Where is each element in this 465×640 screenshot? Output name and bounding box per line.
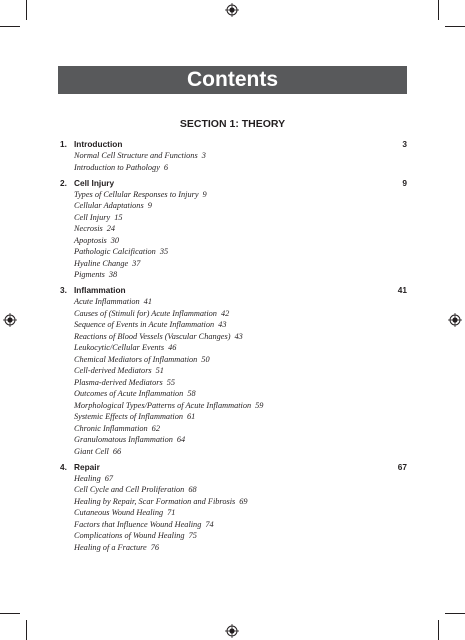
toc-entry[interactable]	[74, 542, 407, 554]
entry-title: Healing	[74, 473, 101, 483]
toc-entry[interactable]	[74, 411, 407, 423]
entry-page: 62	[151, 423, 160, 433]
entry-title: Cell-derived Mediators	[74, 366, 152, 375]
toc-entry[interactable]	[74, 484, 407, 496]
entry-page: 15	[114, 212, 123, 222]
entry-page: 66	[112, 446, 122, 456]
toc-entry[interactable]	[74, 223, 407, 235]
toc-entry[interactable]	[74, 212, 407, 224]
entry-page: 30	[110, 235, 120, 245]
entry-page: 35	[159, 247, 169, 256]
entry-page: 68	[188, 485, 197, 494]
entry-page: 69	[239, 496, 248, 506]
chapter-heading[interactable]	[60, 177, 407, 189]
toc-entry[interactable]	[74, 308, 407, 320]
entry-title: Complications of Wound Healing	[74, 531, 185, 540]
entry-title: Hyaline Change	[74, 258, 129, 268]
entry-title: Morphological Types/Patterns of Acute Inflammation	[74, 400, 252, 410]
toc-entry[interactable]	[74, 342, 407, 354]
entry-title: Sequence of Events in Acute Inflammation	[74, 320, 215, 329]
entry-page: 43	[234, 331, 243, 341]
entry-title: Cellular Adaptations	[74, 201, 144, 210]
chapter-title: Introduction	[74, 139, 123, 149]
contents-banner: Contents	[58, 66, 407, 94]
crop-mark	[26, 0, 27, 20]
entry-title: Healing by Repair, Scar Formation and Fibrosis	[74, 496, 236, 506]
toc-entry[interactable]	[74, 235, 407, 247]
entry-page: 64	[176, 435, 186, 444]
entry-title: Causes of (Stimuli for) Acute Inflammation	[74, 308, 217, 318]
entry-title: Reactions of Blood Vessels (Vascular Changes)	[74, 331, 231, 341]
toc-entry[interactable]	[74, 319, 407, 331]
entry-page: 37	[132, 258, 141, 268]
chapter-title: Inflammation	[74, 285, 126, 295]
entry-page: 74	[205, 519, 214, 529]
toc-entry[interactable]	[74, 400, 407, 412]
toc-entry[interactable]	[74, 150, 407, 162]
chapter-heading[interactable]	[60, 284, 407, 296]
entry-title: Plasma-derived Mediators	[74, 377, 163, 387]
toc-chapter	[60, 177, 407, 281]
toc-entry[interactable]	[74, 423, 407, 435]
entry-page: 61	[187, 412, 196, 421]
table-of-contents	[60, 138, 407, 557]
entry-title: Chronic Inflammation	[74, 423, 148, 433]
toc-entry[interactable]	[74, 496, 407, 508]
toc-entry[interactable]	[74, 162, 407, 174]
registration-mark-icon	[225, 624, 239, 638]
toc-entry[interactable]	[74, 365, 407, 377]
entry-page: 55	[166, 377, 176, 387]
chapter-number: 4.	[60, 461, 67, 472]
entry-title: Apoptosis	[74, 235, 107, 245]
toc-chapter	[60, 284, 407, 457]
entry-title: Leukocytic/Cellular Events	[74, 343, 165, 352]
entry-page: 9	[202, 189, 207, 199]
chapter-page: 67	[397, 461, 407, 472]
crop-mark	[0, 613, 20, 614]
chapter-title: Repair	[74, 461, 100, 472]
crop-mark	[445, 26, 465, 27]
toc-entry[interactable]	[74, 200, 407, 212]
entry-page: 38	[108, 270, 118, 279]
toc-entry[interactable]	[74, 377, 407, 389]
entry-title: Cell Injury	[74, 212, 111, 222]
crop-mark	[26, 620, 27, 640]
entry-page: 71	[167, 508, 176, 517]
chapter-page: 9	[402, 177, 407, 188]
toc-entry[interactable]	[74, 269, 407, 281]
toc-entry[interactable]	[74, 331, 407, 343]
toc-entry[interactable]	[74, 388, 407, 400]
entry-title: Outcomes of Acute Inflammation	[74, 389, 184, 398]
entry-page: 46	[168, 343, 177, 352]
entry-title: Healing of a Fracture	[74, 542, 147, 552]
entry-page: 43	[218, 320, 227, 329]
entry-page: 41	[143, 297, 152, 306]
toc-entry[interactable]	[74, 434, 407, 446]
toc-entry[interactable]	[74, 189, 407, 201]
chapter-number: 2.	[60, 177, 67, 188]
entry-title: Necrosis	[74, 224, 103, 233]
entry-page: 9	[147, 201, 152, 210]
entry-title: Factors that Influence Wound Healing	[74, 519, 202, 529]
crop-mark	[445, 613, 465, 614]
entry-title: Giant Cell	[74, 446, 109, 456]
crop-mark	[0, 26, 20, 27]
crop-mark	[438, 620, 439, 640]
entry-title: Pathologic Calcification	[74, 247, 156, 256]
chapter-number: 3.	[60, 285, 67, 295]
entry-title: Chemical Mediators of Inflammation	[74, 354, 198, 364]
entry-page: 42	[220, 308, 230, 318]
entry-title: Types of Cellular Responses to Injury	[74, 189, 199, 199]
entry-title: Granulomatous Inflammation	[74, 435, 173, 444]
entry-title: Acute Inflammation	[74, 297, 140, 306]
registration-mark-icon	[225, 3, 239, 17]
section-title: SECTION 1: THEORY	[179, 118, 286, 130]
entry-page: 24	[106, 224, 116, 233]
chapter-heading[interactable]	[60, 461, 407, 473]
toc-entry[interactable]	[74, 473, 407, 485]
chapter-page: 3	[402, 139, 407, 149]
chapter-title: Cell Injury	[74, 177, 115, 188]
entry-title: Introduction to Pathology	[74, 162, 160, 172]
crop-mark	[438, 0, 439, 20]
entry-title: Pigments	[74, 270, 105, 279]
entry-page: 67	[104, 473, 114, 483]
toc-entry[interactable]	[74, 519, 407, 531]
registration-mark-icon	[448, 313, 462, 327]
toc-entry[interactable]	[74, 530, 407, 542]
chapter-page: 41	[397, 285, 407, 295]
toc-entry[interactable]	[74, 246, 407, 258]
entry-page: 3	[201, 151, 206, 160]
chapter-number: 1.	[60, 139, 67, 149]
registration-mark-icon	[3, 313, 17, 327]
toc-chapter	[60, 138, 407, 173]
entry-title: Cutaneous Wound Healing	[74, 508, 164, 517]
entry-title: Normal Cell Structure and Functions	[74, 151, 198, 160]
entry-title: Cell Cycle and Cell Proliferation	[74, 485, 185, 494]
chapter-heading[interactable]	[60, 138, 407, 150]
toc-chapter	[60, 461, 407, 554]
entry-page: 58	[187, 389, 196, 398]
entry-page: 50	[201, 354, 210, 364]
entry-page: 75	[188, 531, 197, 540]
toc-entry[interactable]	[74, 507, 407, 519]
entry-page: 59	[255, 400, 264, 410]
toc-entry[interactable]	[74, 258, 407, 270]
toc-entry[interactable]	[74, 296, 407, 308]
toc-entry[interactable]	[74, 446, 407, 458]
toc-entry[interactable]	[74, 354, 407, 366]
entry-page: 51	[155, 366, 164, 375]
entry-page: 76	[150, 542, 160, 552]
entry-title: Systemic Effects of Inflammation	[74, 412, 183, 421]
entry-page: 6	[163, 162, 169, 172]
